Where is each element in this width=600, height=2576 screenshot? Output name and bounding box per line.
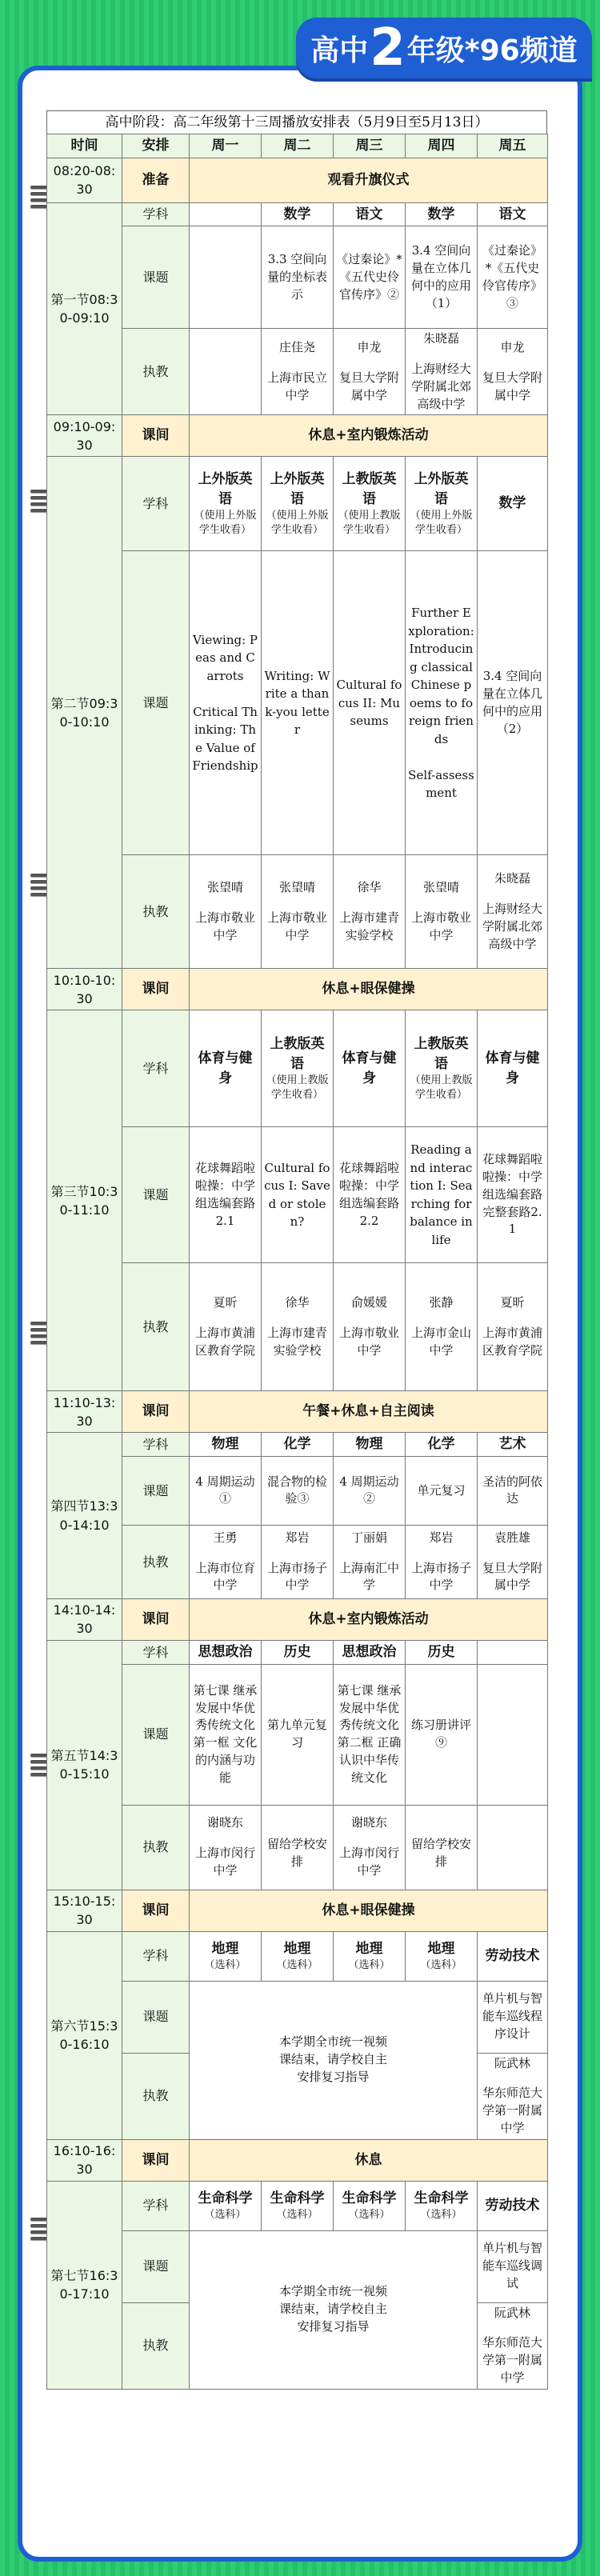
header-cell: 周五 <box>478 134 548 158</box>
period-time-cell: 第五节14:30-15:10 <box>47 1640 122 1890</box>
break-row <box>47 969 548 1010</box>
lesson-row <box>47 1127 548 1263</box>
subject-label: 学科 <box>122 1640 190 1664</box>
teacher-cell <box>334 1263 406 1391</box>
lesson-cell-merged: 本学期全市统一视频课结束，请学校自主安排复习指导 <box>190 2230 478 2389</box>
subject-cell <box>262 457 334 551</box>
teacher-cell <box>190 329 262 415</box>
subject-row <box>47 2181 548 2230</box>
subject-cell: 数学 <box>262 202 334 226</box>
subject-name: 劳动技术 <box>485 1947 540 1964</box>
subject-cell: 化学 <box>262 1433 334 1457</box>
lesson-cell: 花球舞蹈啦啦操：中学组选编套路2.1 <box>190 1127 262 1263</box>
teacher-cell <box>406 1805 478 1890</box>
teacher-name: 徐华 <box>357 880 382 895</box>
teacher-row <box>47 855 548 969</box>
lesson-label: 课题 <box>122 2230 190 2302</box>
teacher-school: 上海财经大学附属北郊高级中学 <box>482 902 542 951</box>
subject-name: 上外版英语 <box>198 470 253 507</box>
lesson-cell: 圣洁的阿依达 <box>478 1456 548 1525</box>
teacher-name: 阮武林 <box>494 2055 530 2070</box>
subject-name: 生命科学 <box>414 2190 469 2206</box>
break-activity: 休息+室内锻炼活动 <box>190 415 548 457</box>
teacher-school: 复旦大学附属中学 <box>482 1560 542 1593</box>
break-activity: 休息+眼保健操 <box>190 1890 548 1931</box>
subject-name: 数学 <box>498 495 526 512</box>
subject-note: （选科） <box>420 2209 462 2222</box>
teacher-name: 申龙 <box>500 340 525 355</box>
subject-cell <box>190 1010 262 1127</box>
subject-name: 上教版英语 <box>414 1035 469 1072</box>
subject-note: （使用上教版学生收看） <box>410 1074 473 1102</box>
teacher-name: 郑岩 <box>429 1530 454 1545</box>
teacher-school: 上海市黄浦区教育学院 <box>194 1325 255 1358</box>
subject-cell <box>406 1010 478 1127</box>
lesson-cell: 单片机与智能车巡线程序设计 <box>478 1981 548 2053</box>
break-activity: 午餐+休息+自主阅读 <box>190 1391 548 1433</box>
subject-cell <box>406 457 478 551</box>
break-row <box>47 1391 548 1433</box>
teacher-cell <box>478 2302 548 2389</box>
channel-banner <box>296 18 592 78</box>
subject-cell: 物理 <box>334 1433 406 1457</box>
teacher-cell <box>334 329 406 415</box>
teacher-school: 上海市金山中学 <box>410 1325 471 1358</box>
subject-cell: 数学 <box>406 202 478 226</box>
header-cell: 时间 <box>47 134 122 158</box>
teacher-cell <box>262 1805 334 1890</box>
lesson-cell: 4 周期运动② <box>334 1456 406 1525</box>
subject-note: （使用上外版学生收看） <box>410 510 473 537</box>
teacher-name: 庄佳尧 <box>278 340 315 355</box>
teacher-cell <box>262 1263 334 1391</box>
schedule-table-wrapper <box>46 110 547 2390</box>
lesson-label: 课题 <box>122 1127 190 1263</box>
teacher-name: 俞媛媛 <box>350 1295 387 1310</box>
header-cell: 周一 <box>190 134 262 158</box>
arrangement-cell: 准备 <box>122 158 190 202</box>
subject-label: 学科 <box>122 457 190 551</box>
teacher-cell <box>406 1525 478 1598</box>
header-cell: 周四 <box>406 134 478 158</box>
subject-row <box>47 1640 548 1664</box>
subject-cell <box>478 457 548 551</box>
header-cell: 周三 <box>334 134 406 158</box>
teacher-school: 上海市敬业中学 <box>338 1325 399 1358</box>
period-time-cell: 第六节15:30-16:10 <box>47 1931 122 2139</box>
teacher-name: 张静 <box>429 1295 454 1310</box>
teacher-cell <box>478 329 548 415</box>
teacher-name: 袁胜雄 <box>494 1530 530 1545</box>
lesson-label: 课题 <box>122 226 190 329</box>
teacher-cell <box>478 855 548 969</box>
banner-channel: 年级*96频道 <box>406 34 578 67</box>
lesson-row <box>47 1981 548 2053</box>
time-cell: 08:20-08:30 <box>47 158 122 202</box>
lesson-cell-merged: 本学期全市统一视频课结束，请学校自主安排复习指导 <box>190 1981 478 2139</box>
teacher-name: 谢晓东 <box>206 1815 243 1830</box>
lesson-cell: 第七课 继承发展中华优秀传统文化 第二框 正确认识中华传统文化 <box>334 1664 406 1805</box>
subject-note: （使用上外版学生收看） <box>266 510 329 537</box>
subject-row <box>47 202 548 226</box>
subject-cell: 语文 <box>478 202 548 226</box>
lesson-cell: Reading and interaction I: Searching for balance in life <box>406 1127 478 1263</box>
lesson-cell: Cultural focus II: Museums <box>334 551 406 855</box>
teacher-row <box>47 329 548 415</box>
teacher-name: 王勇 <box>213 1530 238 1545</box>
subject-cell <box>334 457 406 551</box>
teacher-school: 上海市敬业中学 <box>410 910 471 942</box>
subject-cell <box>262 1931 334 1981</box>
subject-name: 地理 <box>283 1940 311 1957</box>
teacher-cell <box>406 855 478 969</box>
period-time-cell: 第四节13:30-14:10 <box>47 1433 122 1599</box>
teacher-label: 执教 <box>122 329 190 415</box>
subject-name: 地理 <box>427 1940 455 1957</box>
subject-cell: 思想政治 <box>190 1640 262 1664</box>
break-label: 课间 <box>122 1391 190 1433</box>
subject-name: 体育与健身 <box>342 1050 397 1086</box>
teacher-label: 执教 <box>122 855 190 969</box>
teacher-label: 执教 <box>122 1263 190 1391</box>
lesson-cell <box>190 226 262 329</box>
teacher-name: 夏昕 <box>500 1295 525 1310</box>
lesson-cell <box>478 1664 548 1805</box>
time-cell: 11:10-13:30 <box>47 1391 122 1433</box>
teacher-label: 执教 <box>122 1525 190 1598</box>
teacher-cell <box>406 329 478 415</box>
ceremony-cell: 观看升旗仪式 <box>190 158 548 202</box>
subject-name: 体育与健身 <box>198 1050 253 1086</box>
teacher-row <box>47 1805 548 1890</box>
teacher-school: 上海财经大学附属北郊高级中学 <box>410 362 471 411</box>
break-row <box>47 1598 548 1640</box>
time-cell: 15:10-15:30 <box>47 1890 122 1931</box>
subject-cell: 物理 <box>190 1433 262 1457</box>
teacher-school: 复旦大学附属中学 <box>482 370 542 402</box>
teacher-school: 上海市建青实验学校 <box>338 910 399 942</box>
lesson-cell: 混合物的检验③ <box>262 1456 334 1525</box>
lesson-cell: 第九单元复习 <box>262 1664 334 1805</box>
teacher-school: 上海市敬业中学 <box>266 910 327 942</box>
subject-name: 体育与健身 <box>485 1050 540 1086</box>
teacher-name: 朱晓磊 <box>494 871 530 886</box>
teacher-cell <box>190 1805 262 1890</box>
teacher-cell <box>334 855 406 969</box>
subject-label: 学科 <box>122 2181 190 2230</box>
subject-note: （选科） <box>204 2209 246 2222</box>
break-row <box>47 2139 548 2181</box>
subject-note: （使用上外版学生收看） <box>194 510 257 537</box>
teacher-name: 谢晓东 <box>350 1815 387 1830</box>
lesson-cell: 《过秦论》*《五代史伶官传序》③ <box>478 226 548 329</box>
lesson-cell: 单元复习 <box>406 1456 478 1525</box>
period-time-cell: 第二节09:30-10:10 <box>47 457 122 969</box>
teacher-school: 上海市建青实验学校 <box>266 1325 327 1358</box>
ceremony-row <box>47 158 548 202</box>
teacher-name: 申龙 <box>357 340 382 355</box>
header-cell: 安排 <box>122 134 190 158</box>
lesson-cell: 单片机与智能车巡线调试 <box>478 2230 548 2302</box>
subject-name: 上教版英语 <box>342 470 397 507</box>
teacher-cell <box>478 1525 548 1598</box>
teacher-cell <box>478 1805 548 1890</box>
lesson-cell: Further Exploration: Introducing classical Chinese poems to foreign friends Self-assessment <box>406 551 478 855</box>
break-label: 课间 <box>122 969 190 1010</box>
break-row <box>47 415 548 457</box>
subject-label: 学科 <box>122 1433 190 1457</box>
lesson-cell: 第七课 继承发展中华优秀传统文化 第一框 文化的内涵与功能 <box>190 1664 262 1805</box>
break-activity: 休息 <box>190 2139 548 2181</box>
teacher-school: 留给学校安排 <box>410 1837 471 1870</box>
subject-cell <box>406 2181 478 2230</box>
lesson-label: 课题 <box>122 1664 190 1805</box>
header-cell: 周二 <box>262 134 334 158</box>
lesson-label: 课题 <box>122 1456 190 1525</box>
lesson-row <box>47 2230 548 2302</box>
teacher-cell <box>262 855 334 969</box>
subject-cell <box>478 1931 548 1981</box>
teacher-cell <box>190 1525 262 1598</box>
period-time-cell: 第七节16:30-17:10 <box>47 2181 122 2389</box>
teacher-name: 朱晓磊 <box>422 331 459 346</box>
subject-cell <box>334 1931 406 1981</box>
teacher-school: 上海市民立中学 <box>266 370 327 402</box>
teacher-row <box>47 1263 548 1391</box>
subject-name: 地理 <box>211 1940 239 1957</box>
teacher-school: 上海市闵行中学 <box>194 1846 255 1878</box>
subject-name: 上外版英语 <box>270 470 325 507</box>
time-cell: 09:10-09:30 <box>47 415 122 457</box>
teacher-school: 上海市位育中学 <box>194 1560 255 1593</box>
break-label: 课间 <box>122 415 190 457</box>
subject-cell <box>190 1931 262 1981</box>
subject-name: 生命科学 <box>198 2190 253 2206</box>
time-cell: 16:10-16:30 <box>47 2139 122 2181</box>
break-label: 课间 <box>122 2139 190 2181</box>
subject-note: （使用上教版学生收看） <box>266 1074 329 1102</box>
teacher-cell <box>478 2053 548 2139</box>
lesson-cell: Writing: Write a thank-you letter <box>262 551 334 855</box>
teacher-name: 阮武林 <box>494 2305 530 2320</box>
teacher-name: 张望晴 <box>206 880 243 895</box>
subject-label: 学科 <box>122 1010 190 1127</box>
subject-note: （选科） <box>348 1959 390 1972</box>
subject-cell <box>478 1010 548 1127</box>
subject-cell <box>190 2181 262 2230</box>
teacher-school: 华东师范大学第一附属中学 <box>482 2335 542 2385</box>
teacher-school: 上海市闵行中学 <box>338 1846 399 1878</box>
break-row <box>47 1890 548 1931</box>
subject-note: （选科） <box>204 1959 246 1972</box>
teacher-label: 执教 <box>122 2053 190 2139</box>
subject-name: 上外版英语 <box>414 470 469 507</box>
lesson-cell: 3.4 空间向量在立体几何中的应用（2） <box>478 551 548 855</box>
subject-name: 生命科学 <box>270 2190 325 2206</box>
teacher-name: 徐华 <box>285 1295 310 1310</box>
subject-row <box>47 457 548 551</box>
lesson-cell: 4 周期运动① <box>190 1456 262 1525</box>
subject-note: （使用上教版学生收看） <box>338 510 401 537</box>
teacher-cell <box>262 1525 334 1598</box>
subject-label: 学科 <box>122 1931 190 1981</box>
subject-cell: 化学 <box>406 1433 478 1457</box>
lesson-cell: Cultural focus I: Saved or stolen? <box>262 1127 334 1263</box>
teacher-cell <box>262 329 334 415</box>
subject-note: （选科） <box>276 1959 318 1972</box>
teacher-name: 丁丽娟 <box>350 1530 387 1545</box>
subject-cell <box>334 1010 406 1127</box>
header-row <box>47 134 548 158</box>
subject-cell <box>262 2181 334 2230</box>
lesson-cell: 3.3 空间向量的坐标表示 <box>262 226 334 329</box>
lesson-label: 课题 <box>122 551 190 855</box>
lesson-row <box>47 1664 548 1805</box>
subject-name: 上教版英语 <box>270 1035 325 1072</box>
subject-cell <box>262 1010 334 1127</box>
lesson-cell: 花球舞蹈啦啦操：中学组选编套路完整套路2.1 <box>478 1127 548 1263</box>
subject-cell <box>190 457 262 551</box>
subject-cell: 历史 <box>406 1640 478 1664</box>
teacher-school: 复旦大学附属中学 <box>338 370 399 402</box>
lesson-row <box>47 226 548 329</box>
break-label: 课间 <box>122 1598 190 1640</box>
lesson-row <box>47 1456 548 1525</box>
banner-grade-number: 2 <box>370 18 406 78</box>
teacher-name: 张望晴 <box>278 880 315 895</box>
teacher-school: 上海市敬业中学 <box>194 910 255 942</box>
subject-cell: 语文 <box>334 202 406 226</box>
lesson-cell: 花球舞蹈啦啦操：中学组选编套路2.2 <box>334 1127 406 1263</box>
subject-note: （选科） <box>348 2209 390 2222</box>
subject-name: 地理 <box>355 1940 383 1957</box>
subject-cell: 历史 <box>262 1640 334 1664</box>
break-activity: 休息+眼保健操 <box>190 969 548 1010</box>
time-cell: 14:10-14:30 <box>47 1598 122 1640</box>
subject-label: 学科 <box>122 202 190 226</box>
teacher-label: 执教 <box>122 1805 190 1890</box>
teacher-cell <box>190 1263 262 1391</box>
teacher-school: 留给学校安排 <box>266 1837 327 1870</box>
subject-name: 生命科学 <box>342 2190 397 2206</box>
lesson-cell: Viewing: Peas and Carrots Critical Thinking: The Value of Friendship <box>190 551 262 855</box>
teacher-school: 上海市扬子中学 <box>266 1560 327 1593</box>
teacher-school: 上海市黄浦区教育学院 <box>482 1325 542 1358</box>
break-label: 课间 <box>122 1890 190 1931</box>
lesson-cell: 《过秦论》*《五代史伶官传序》② <box>334 226 406 329</box>
subject-cell <box>478 2181 548 2230</box>
subject-cell <box>406 1931 478 1981</box>
subject-cell <box>478 1640 548 1664</box>
subject-note: （选科） <box>276 2209 318 2222</box>
subject-note: （选科） <box>420 1959 462 1972</box>
subject-cell <box>190 202 262 226</box>
teacher-name: 郑岩 <box>285 1530 310 1545</box>
teacher-name: 夏昕 <box>213 1295 238 1310</box>
teacher-label: 执教 <box>122 2302 190 2389</box>
teacher-school: 上海南汇中学 <box>338 1560 399 1593</box>
banner-grade-prefix: 高中 <box>310 34 369 67</box>
teacher-school: 华东师范大学第一附属中学 <box>482 2086 542 2135</box>
period-time-cell: 第一节08:30-09:10 <box>47 202 122 415</box>
lesson-row <box>47 551 548 855</box>
period-time-cell: 第三节10:30-11:10 <box>47 1010 122 1391</box>
subject-cell: 思想政治 <box>334 1640 406 1664</box>
subject-cell: 艺术 <box>478 1433 548 1457</box>
teacher-name: 张望晴 <box>422 880 459 895</box>
schedule-table <box>46 134 548 2390</box>
subject-row <box>47 1010 548 1127</box>
subject-cell <box>334 2181 406 2230</box>
teacher-cell <box>478 1263 548 1391</box>
break-activity: 休息+室内锻炼活动 <box>190 1598 548 1640</box>
subject-row <box>47 1433 548 1457</box>
teacher-cell <box>406 1263 478 1391</box>
subject-row <box>47 1931 548 1981</box>
teacher-cell <box>190 855 262 969</box>
teacher-cell <box>334 1525 406 1598</box>
subject-name: 劳动技术 <box>485 2197 540 2214</box>
teacher-row <box>47 1525 548 1598</box>
lesson-cell: 3.4 空间向量在立体几何中的应用（1） <box>406 226 478 329</box>
time-cell: 10:10-10:30 <box>47 969 122 1010</box>
lesson-cell: 练习册讲评⑨ <box>406 1664 478 1805</box>
lesson-label: 课题 <box>122 1981 190 2053</box>
table-caption: 高中阶段：高二年级第十三周播放安排表（5月9日至5月13日） <box>46 110 547 134</box>
teacher-school: 上海市扬子中学 <box>410 1560 471 1593</box>
teacher-cell <box>334 1805 406 1890</box>
